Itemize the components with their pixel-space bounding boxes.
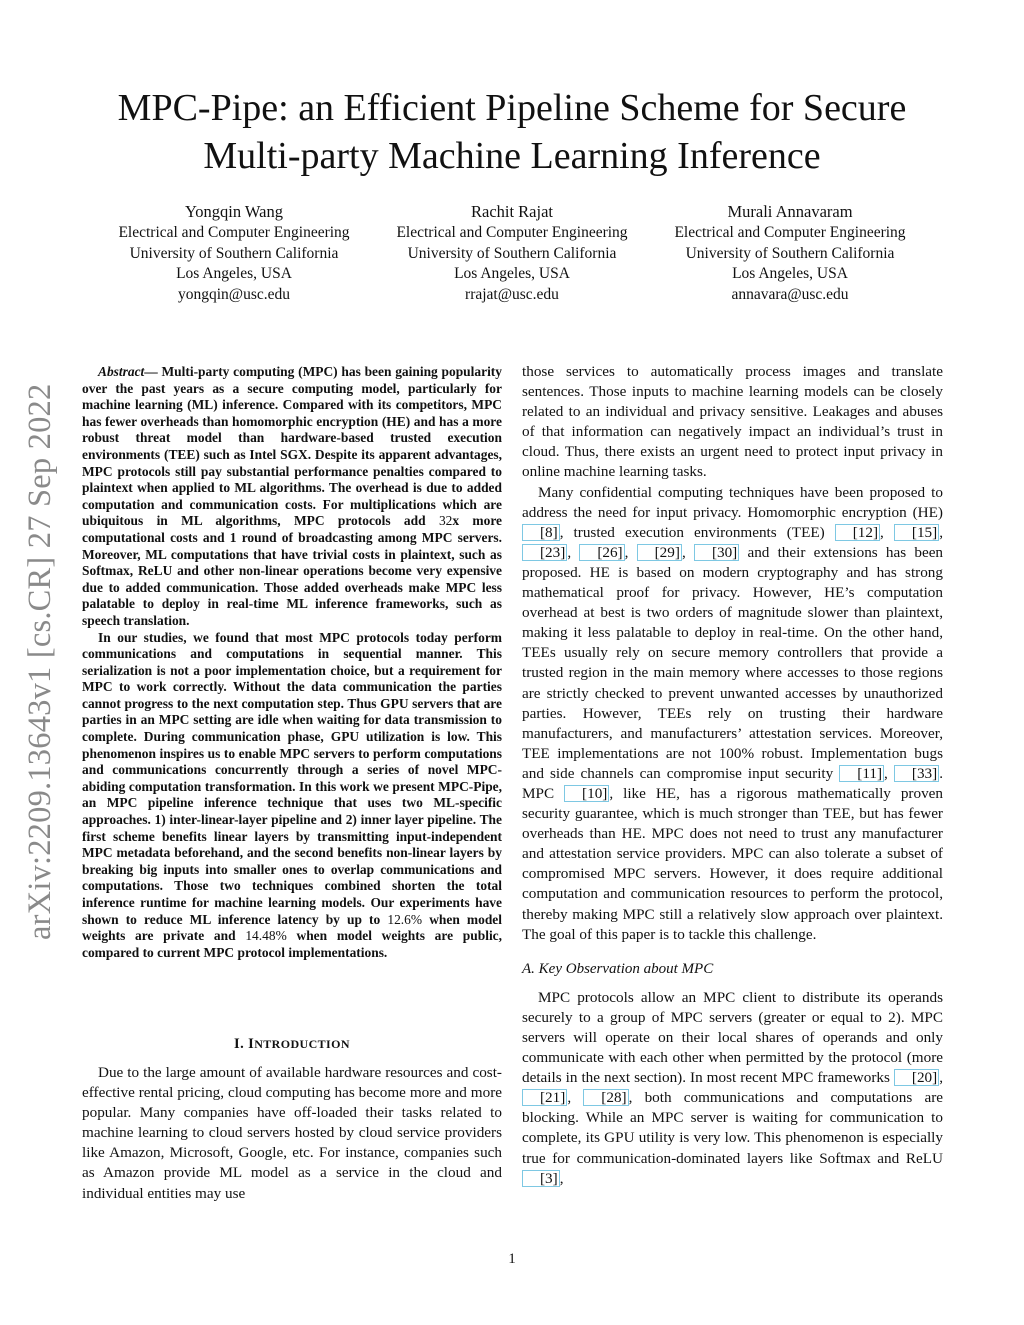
author-location: Los Angeles, USA xyxy=(454,265,570,283)
citation-link[interactable]: [26] xyxy=(579,544,624,561)
title-line-1: MPC-Pipe: an Efficient Pipeline Scheme for Secure xyxy=(117,87,907,129)
author-university: University of Southern California xyxy=(685,244,895,262)
introduction-text xyxy=(82,1063,502,1204)
citation-link[interactable]: [20] xyxy=(894,1069,939,1086)
citation-link[interactable]: [15] xyxy=(894,524,939,541)
page-number: 1 xyxy=(508,1251,516,1267)
author-location: Los Angeles, USA xyxy=(176,265,292,283)
intro-paragraph-1: Due to the large amount of available hardware resources and cost-effective rental pricing, cloud computing has become more and more popular. Many companies have off-loaded their tasks related to machine learning to cloud servers hosted by cloud service providers like Amazon, Microsoft, Google, etc. For instance, companies such as Amazon provide ML model as a service in the cloud and individual entities may use xyxy=(82,1064,502,1202)
author-email[interactable]: rrajat@usc.edu xyxy=(465,285,559,303)
citation-link[interactable]: [11] xyxy=(839,765,884,782)
author-email[interactable]: annavara@usc.edu xyxy=(731,285,849,303)
author-location: Los Angeles, USA xyxy=(732,265,848,283)
author-email[interactable]: yongqin@usc.edu xyxy=(178,285,290,303)
right-column-text xyxy=(522,362,943,1189)
author-department: Electrical and Computer Engineering xyxy=(118,224,350,242)
citation-link[interactable]: [21] xyxy=(522,1089,567,1106)
author-university: University of Southern California xyxy=(129,244,339,262)
author-name: Murali Annavaram xyxy=(727,202,853,221)
citation-link[interactable]: [28] xyxy=(583,1089,628,1106)
paper-title xyxy=(60,84,964,180)
citation-link[interactable]: [3] xyxy=(522,1170,560,1187)
abstract-label: Abstract xyxy=(98,364,145,379)
author-block-1 xyxy=(84,202,384,305)
abstract xyxy=(82,364,502,961)
subsection-heading-key-observation: A. Key Observation about MPC xyxy=(522,960,714,977)
author-name: Yongqin Wang xyxy=(184,202,283,221)
abstract-paragraph-1: Abstract— Multi-party computing (MPC) has been gaining popularity over the past years as a secure computing model, particularly for machine learning (ML) inference. Compared with its competitors, MPC has fewer overheads than homomorphic encryption (HE) and has a more robust threat model than hardware-based trusted execution environments (TEE) such as Intel SGX. Despite its apparent advantages, MPC protocols still pay substantial performance penalties compared to plaintext when applied to ML algorithms. The overhead is due to added computation and communication costs. For multiplications which are ubiquitous in ML algorithms, MPC protocols add 32x more computational costs and 1 round of broadcasting among MPC servers. Moreover, ML computations that have trivial costs in plaintext, such as Softmax, ReLU and other non-linear operations become very expensive due to added communication. Those added overheads make MPC less palatable to deploy in real-time ML inference frameworks, such as speech translation. xyxy=(82,364,503,628)
citation-link[interactable]: [12] xyxy=(835,524,880,541)
right-paragraph-2: Many confidential computing techniques have been proposed to address the need for input privacy. Homomorphic encryption (HE) [8] , trusted execution environments (TEE) [12] , [15] , [23] , [26] , [29] , [30] and their extensions has been proposed. HE is based on modern cryptography and has strong mathematical proof for privacy. However, HE’s computation overhead at best is two orders of magnitude slower than plaintext, making it less palatable to deploy in real-time. On the other hand, TEEs usually rely on secure memory controllers that provide a trusted region in the main memory where accesses to those regions are strictly checked to prevent unwanted accesses by unauthorized parties. However, TEEs rely on trusting their hardware manufacturers, and manufacturers’ attestation services. Moreover, TEE implementations are not 100% robust. Implementation bugs and side channels can compromise input security [11] , [33] . MPC [10] , like HE, has a rigorous mathematically proven security guarantee, which is much stronger than TEE, but has fewer overheads than HE. MPC does not need to trust any manufacturer and attestation service providers. MPC can also tolerate a subset of compromised MPC servers. However, it does require additional computation and communication resources to perform the protocol, thereby making MPC still a relatively slow approach over plaintext. The goal of this paper is to tackle this challenge. xyxy=(522,483,944,943)
right-paragraph-3: MPC protocols allow an MPC client to distribute its operands securely to a group of MPC servers (greater or equal to 2). MPC servers will operate on their local shares of operands and only communicate with each other when permitted by the protocol (more details in the next section). In most recent MPC frameworks [20] , [21] , [28] , both communications and computations are blocking. While an MPC server is waiting for communication to complete, its GPU utility is very low. This phenomenon is especially true for communication-dominated layers like Softmax and ReLU [3] , xyxy=(522,988,943,1187)
citation-link[interactable]: [33] xyxy=(894,765,939,782)
author-name: Rachit Rajat xyxy=(470,202,554,221)
abstract-paragraph-2: In our studies, we found that most MPC protocols today perform communications and computations in sequential manner. This serialization is not a poor implementation choice, but a requirement for MPC to work correctly. Without the data communication the parties cannot progress to the next computation step. Thus GPU servers that are parties in an MPC setting are idle when waiting for data transmission to complete. During communication phase, GPU utilization is low. This phenomenon inspires us to enable MPC servers to perform computations and communications concurrently through a series of novel MPC-abiding computation transformation. In this work we present MPC-Pipe, an MPC pipeline inference technique that uses two ML-specific approaches. 1) inter-linear-layer pipeline and 2) inner layer pipeline. The first scheme benefits linear layers by transmitting input-independent MPC metadata beforehand, and the second benefits non-linear layers by breaking big inputs into smaller ones to overlap communications and computations. Those two techniques combined shorten the total inference runtime for machine learning models. Our experiments have shown to reduce ML inference latency by up to 12.6% when model weights are private and 14.48% when model weights are public, compared to current MPC protocol implementations. xyxy=(82,629,503,960)
author-block-2 xyxy=(362,202,662,305)
author-department: Electrical and Computer Engineering xyxy=(396,224,628,242)
citation-link[interactable]: [23] xyxy=(522,544,567,561)
citation-link[interactable]: [30] xyxy=(694,544,739,561)
author-university: University of Southern California xyxy=(407,244,617,262)
citation-link[interactable]: [10] xyxy=(564,785,609,802)
citation-link[interactable]: [29] xyxy=(637,544,682,561)
citation-link[interactable]: [8] xyxy=(522,524,560,541)
author-department: Electrical and Computer Engineering xyxy=(674,224,906,242)
arxiv-identifier-stamp[interactable]: arXiv:2209.13643v1 [cs.CR] 27 Sep 2022 xyxy=(22,383,58,940)
section-heading-introduction: I. INTRODUCTION xyxy=(234,1036,350,1052)
title-line-2: Multi-party Machine Learning Inference xyxy=(203,135,821,177)
right-paragraph-1: those services to automatically process images and translate sentences. Those inputs to machine learning models can be closely related to an individual and privacy sensitive. Leakages and abuses of that information can negatively impact an individual’s trust in cloud. Thus, there exists an urgent need to protect input privacy in online machine learning tasks. xyxy=(522,363,943,481)
author-block-3 xyxy=(640,202,940,305)
